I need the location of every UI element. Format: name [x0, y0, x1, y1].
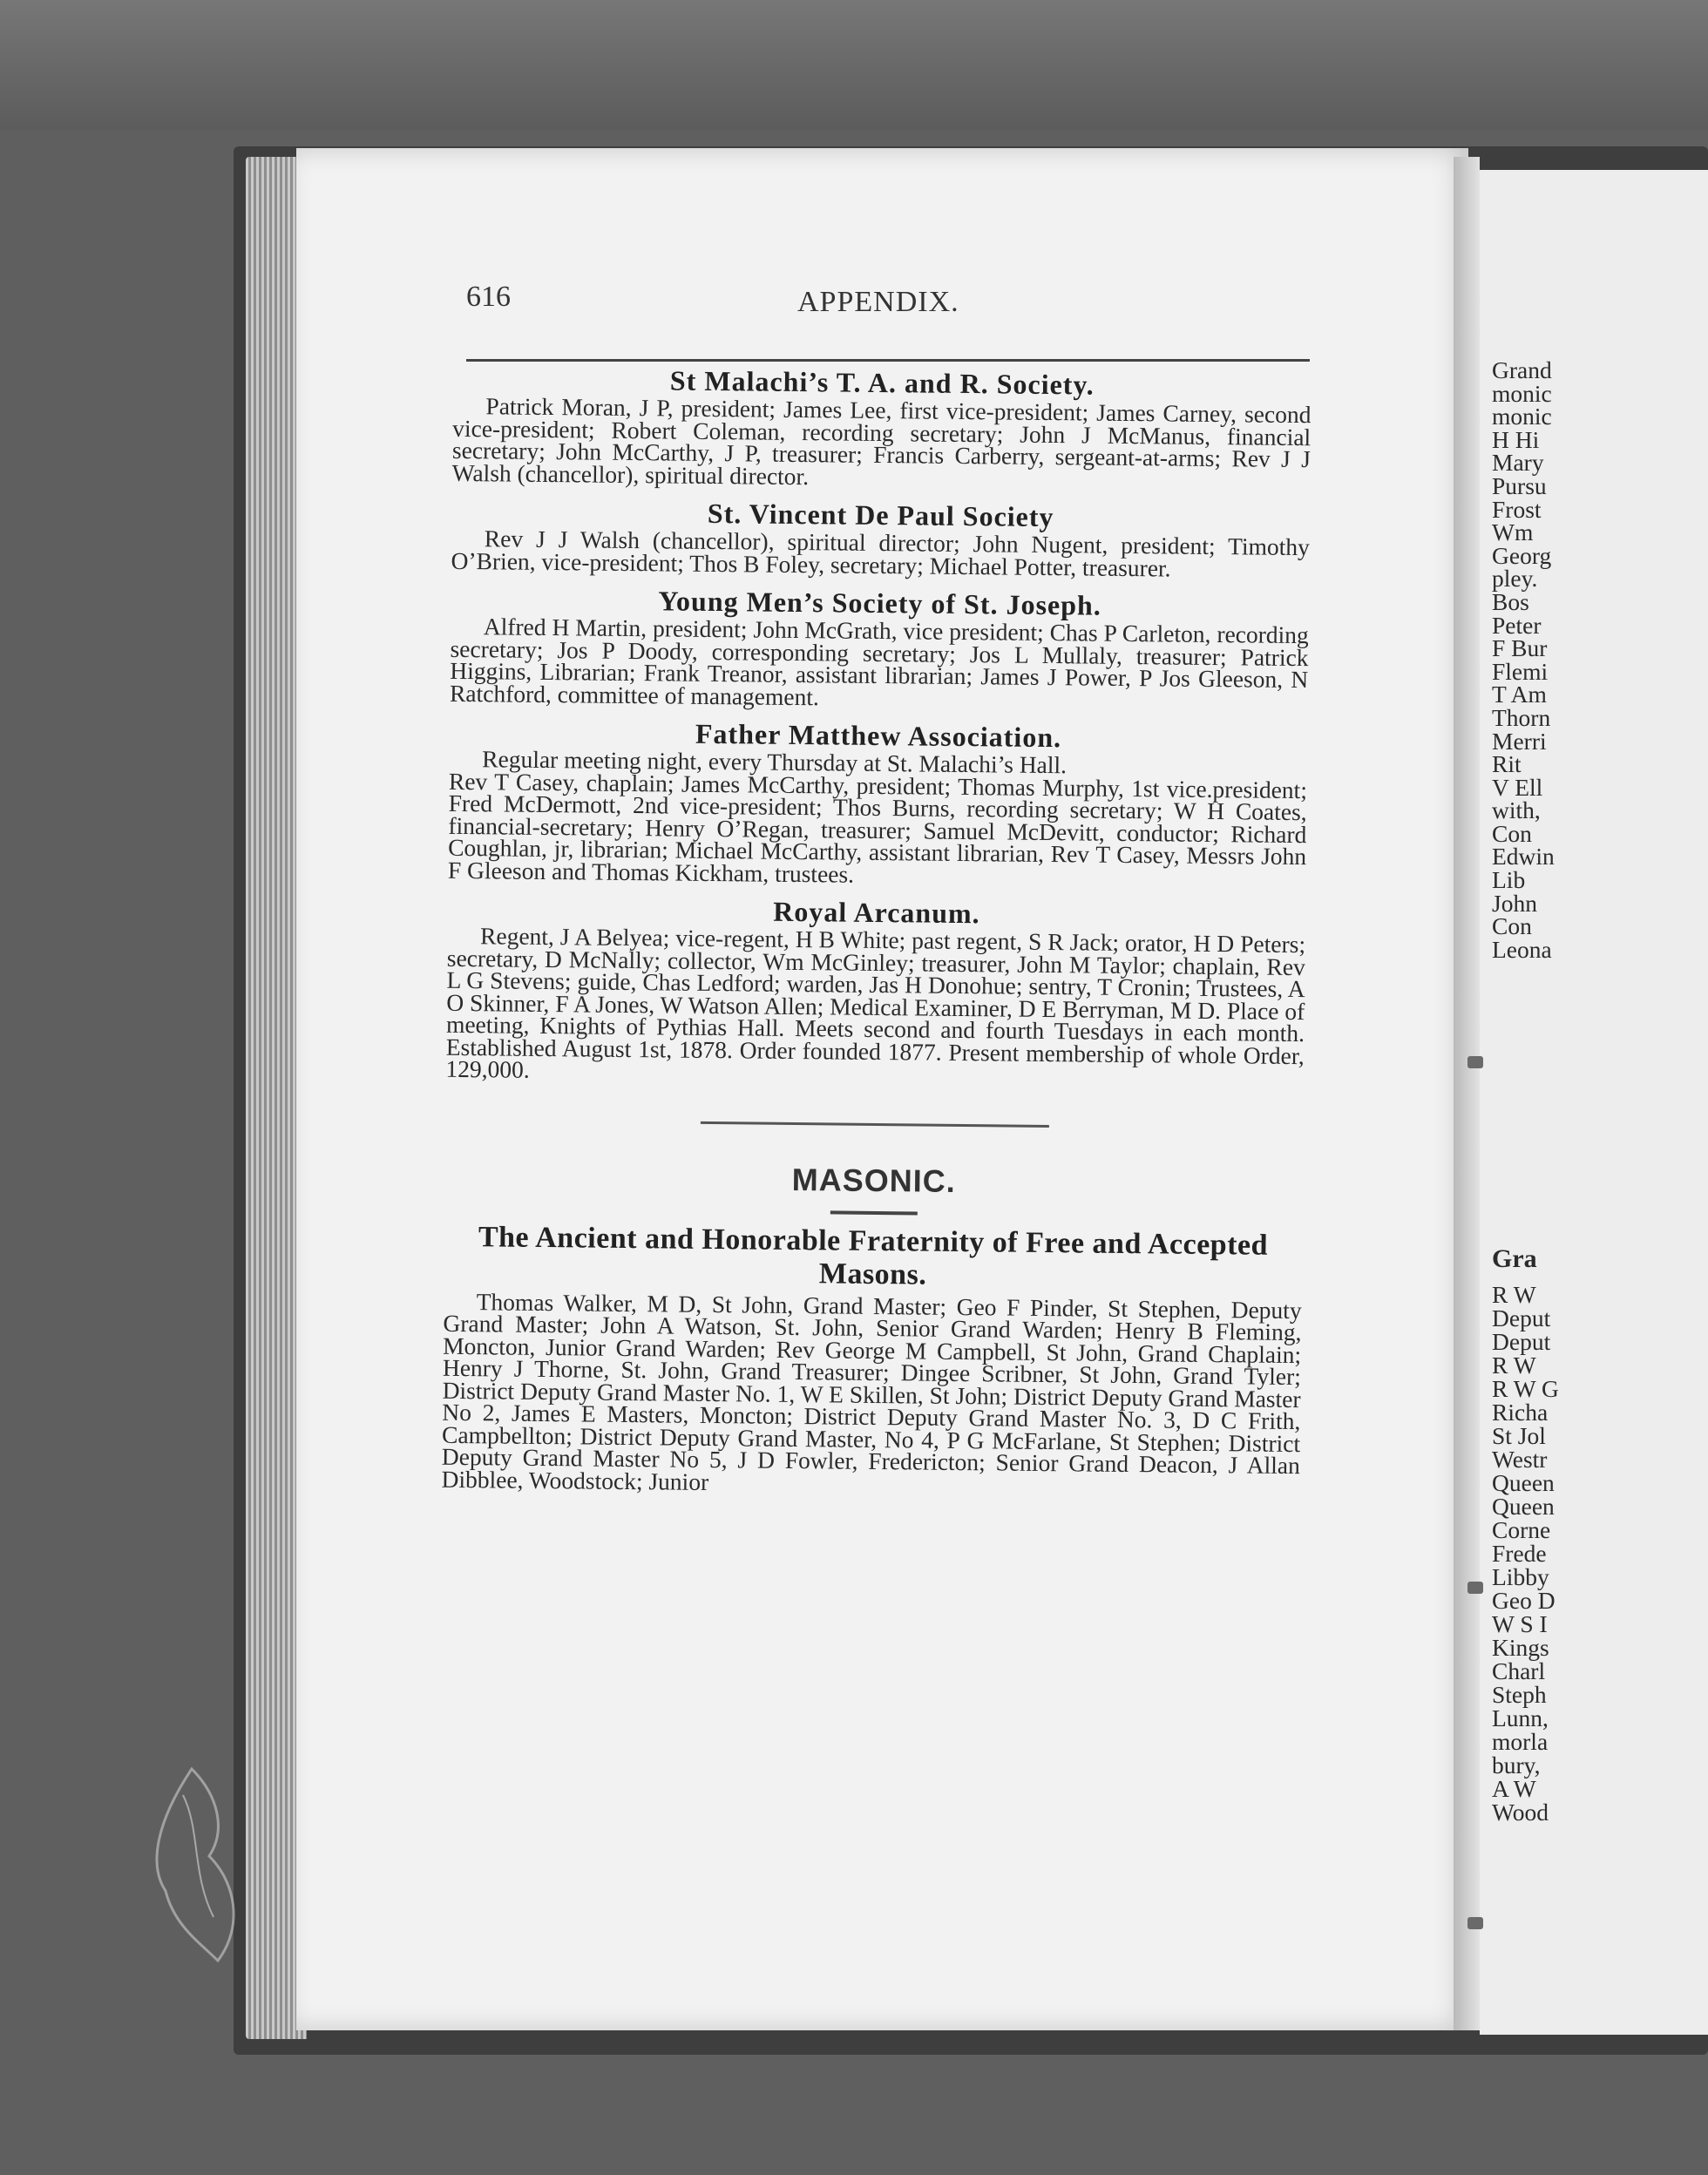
right-page-line: Frost [1492, 495, 1542, 523]
masonic-heading: MASONIC. [791, 1161, 956, 1199]
right-page-line: R W [1492, 1281, 1536, 1308]
right-page-line: Thorn [1492, 703, 1551, 731]
book-gutter [1454, 157, 1480, 2030]
right-page-line: Con [1492, 912, 1532, 940]
section-body: Regent, J A Belyea; vice-regent, H B White; past regent, S R Jack; orator, H D Peters; secretary, D McNally; collector, Wm McGinley; treasurer, John M Taylor; chaplain, Rev L G Stevens; guide, Chas Ledford; warden, Jas H Donohue; sentry, T Cronin; Trustees, A O Skinner, F A Jones, W Watson Allen; Medical Examiner, D E Berryman, M D. Place of meeting, Knights of Pythias Hall. Meets second and fourth Tuesdays in each month. Established August 1st, 1878. Order founded 1877. Present membership of whole Order, 129,000. [445, 922, 1306, 1083]
right-page-line: Frede [1492, 1540, 1547, 1567]
section-title: St. Vincent De Paul Society [707, 497, 1054, 533]
right-page-line: Charl [1492, 1657, 1546, 1684]
masonic-rule [830, 1210, 917, 1215]
right-page-line: A W [1492, 1775, 1536, 1802]
section-title: Young Men’s Society of St. Joseph. [658, 585, 1102, 621]
right-page-line: R W [1492, 1352, 1536, 1379]
right-page-line: Steph [1492, 1681, 1547, 1708]
section-young-mens-society [450, 582, 1309, 713]
right-page-line: pley. [1492, 565, 1538, 593]
right-page-line: Kings [1492, 1634, 1549, 1661]
right-page-line: F Bur [1492, 634, 1548, 662]
section-body: Patrick Moran, J P, president; James Lee, first vice-president; James Carney, second vice-president; Robert Coleman, recording secretary; John J McManus, financial secretary; John McCarthy, J P, treasurer; Francis Carberry, sergeant-at-arms; Rev J J Walsh (chancellor), spiritual director. [451, 392, 1312, 490]
right-page-line: Edwin [1492, 843, 1555, 871]
right-page-line: monic [1492, 403, 1552, 430]
right-page-line: John [1492, 889, 1537, 917]
right-page-line: Con [1492, 819, 1532, 847]
right-page-line: Grand [1492, 356, 1552, 383]
page-stain-decoration [139, 1760, 261, 1969]
section-title: St Malachi’s T. A. and R. Society. [669, 364, 1095, 401]
right-page-line: Deput [1492, 1328, 1551, 1355]
right-page-line: Libby [1492, 1563, 1549, 1590]
right-page-line: morla [1492, 1728, 1549, 1755]
right-page-line: Richa [1492, 1399, 1549, 1426]
right-page-line: with, [1492, 796, 1541, 824]
right-page-line: Geo D [1492, 1587, 1556, 1614]
section-royal-arcanum [445, 891, 1305, 1089]
section-divider [700, 1121, 1048, 1127]
right-page-heading: Gra [1492, 1244, 1537, 1273]
page-header [466, 277, 1310, 329]
section-father-matthew-association [448, 715, 1308, 890]
section-title: Royal Arcanum. [773, 895, 980, 930]
right-page-line: Corne [1492, 1516, 1551, 1543]
right-page-line: bury, [1492, 1752, 1541, 1779]
right-page-line: Queen [1492, 1469, 1555, 1496]
section-body: Regular meeting night, every Thursday at St. Malachi’s Hall. Rev T Casey, chaplain; James McCarthy, president; Thomas Murphy, 1st vice.president; Fred McDermott, 2nd vice-president; Thos Burns, recording secretary; W H Coates, financial-secretary; Henry O’Regan, treasurer; Samuel McDevitt, conductor; Richard Coughlan, jr, librarian; Michael McCarthy, assistant librarian, Rev T Casey, Messrs John F Gleeson and Thomas Kickham, trustees. [447, 745, 1308, 888]
right-page-line: monic [1492, 379, 1552, 407]
section-body: Rev J J Walsh (chancellor), spiritual director; John Nugent, president; Timothy O’Brien, vice-president; Thos B Foley, secretary; Michael Potter, treasurer. [451, 525, 1311, 581]
masonic-subtitle: The Ancient and Honorable Fraternity of Free and Accepted Masons. [478, 1220, 1269, 1291]
right-page-text-bottom [1492, 1283, 1701, 1824]
right-page-line: Georg [1492, 541, 1552, 569]
binding-clip [1467, 1917, 1483, 1929]
running-head: APPENDIX. [797, 286, 959, 318]
binding-clip [1467, 1056, 1483, 1068]
right-page-line: Westr [1492, 1446, 1548, 1473]
section-title: Father Matthew Association. [695, 717, 1062, 754]
right-page-line: Peter [1492, 611, 1542, 639]
scan-background-top [0, 0, 1708, 131]
right-page-line: Queen [1492, 1493, 1555, 1520]
right-page-line: T Am [1492, 681, 1547, 708]
right-page-line: St Jol [1492, 1422, 1546, 1449]
right-page-line: Wood [1492, 1799, 1549, 1826]
right-page-line: Leona [1492, 935, 1552, 963]
right-page-line: Wm [1492, 518, 1534, 546]
section-st-malachis-society [452, 362, 1312, 492]
right-page-line: Lunn, [1492, 1704, 1549, 1731]
right-page-line: R W G [1492, 1375, 1559, 1402]
right-page-line: W S I [1492, 1610, 1548, 1637]
left-page-text-column [441, 362, 1312, 1501]
header-rule [466, 359, 1310, 362]
right-page-line: Deput [1492, 1304, 1551, 1331]
right-page-line: H Hi [1492, 425, 1540, 453]
section-st-vincent-de-paul [451, 494, 1311, 580]
binding-clip [1467, 1582, 1483, 1594]
right-page-line: V Ell [1492, 773, 1543, 801]
section-body: Alfred H Martin, president; John McGrath, vice president; Chas P Carleton, recording secretary; Jos P Doody, corresponding secretary; Jos L Mullaly, treasurer; Patrick Higgins, Librarian; Frank Treanor, assistant librarian; James J Power, P Jos Gleeson, N Ratchford, committee of management. [449, 613, 1309, 710]
right-page-line: Rit [1492, 750, 1522, 778]
right-page-line: Bos [1492, 587, 1529, 615]
page-number: 616 [466, 281, 511, 313]
right-page-line: Lib [1492, 866, 1526, 894]
right-page-line: Mary [1492, 449, 1544, 477]
right-page-text-top [1492, 356, 1701, 963]
right-page-line: Pursu [1492, 471, 1547, 499]
right-page-line: Merri [1492, 727, 1547, 755]
masonic-body: Thomas Walker, M D, St John, Grand Master; Geo F Pinder, St Stephen, Deputy Grand Master; John A Watson, St. John, Senior Grand Warden; Henry B Fleming, Moncton, Junior Grand Warden; Rev George M Campbell, St John, Grand Chaplain; Henry J Thorne, St. John, Grand Treasurer; Dingee Scribner, St John, Grand Tyler; District Deputy Grand Master No. 1, W E Skillen, St John; District Deputy Grand Master No 2, James E Masters, Moncton; District Deputy Grand Master No. 3, D C Frith, Campbellton; District Deputy Grand Master, No 4, P G McFarlane, St Stephen; District Deputy Grand Master No 5, J D Fowler, Fredericton; Senior Grand Deacon, J Allan Dibblee, Woodstock; Junior [441, 1287, 1302, 1495]
right-page-line: Flemi [1492, 657, 1549, 685]
